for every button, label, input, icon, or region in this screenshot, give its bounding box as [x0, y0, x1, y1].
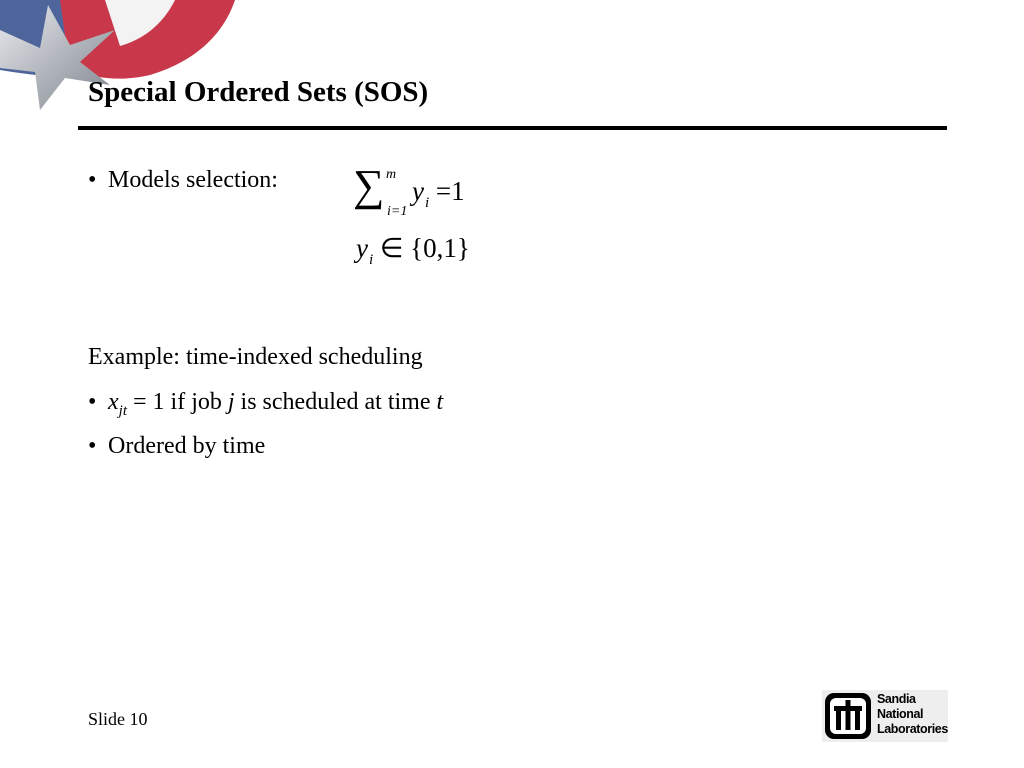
sum-upper-limit: m — [386, 167, 397, 182]
sum-rhs: =1 — [435, 176, 465, 206]
models-selection-label: Models selection: — [108, 167, 278, 193]
bullet-glyph: • — [88, 389, 97, 415]
slide-title: Special Ordered Sets (SOS) — [88, 76, 429, 108]
sum-variable-index: i — [424, 195, 430, 211]
bullet-glyph: • — [88, 167, 97, 193]
binary-constraint — [356, 233, 470, 269]
binary-variable: y — [356, 233, 368, 263]
sum-lower-limit: i=1 — [387, 204, 408, 219]
summation-symbol: ∑ — [353, 161, 385, 210]
bullet-models-selection — [88, 168, 278, 192]
binary-variable-index: i — [368, 252, 374, 268]
example-heading: Example: time-indexed scheduling — [88, 344, 423, 370]
var-j: j — [227, 389, 235, 415]
bullet-2-text-b: is scheduled at time — [234, 389, 437, 415]
var-t: t — [436, 389, 444, 415]
binary-rhs: ∈ {0,1} — [379, 233, 470, 263]
var-x: x — [108, 389, 119, 415]
sum-variable: y — [412, 176, 424, 206]
slide-number: Slide 10 — [88, 709, 148, 729]
sandia-org-name: Sandia National Laboratories — [877, 692, 948, 736]
ordered-by-time-text: Ordered by time — [108, 433, 266, 459]
bullet-glyph: • — [88, 433, 97, 459]
bullet-ordered-by-time — [88, 434, 265, 458]
var-x-subscript: jt — [118, 403, 127, 419]
title-divider — [78, 126, 947, 130]
bullet-2-text-a: = 1 if job — [127, 389, 228, 415]
bullet-xjt-definition — [88, 390, 443, 419]
